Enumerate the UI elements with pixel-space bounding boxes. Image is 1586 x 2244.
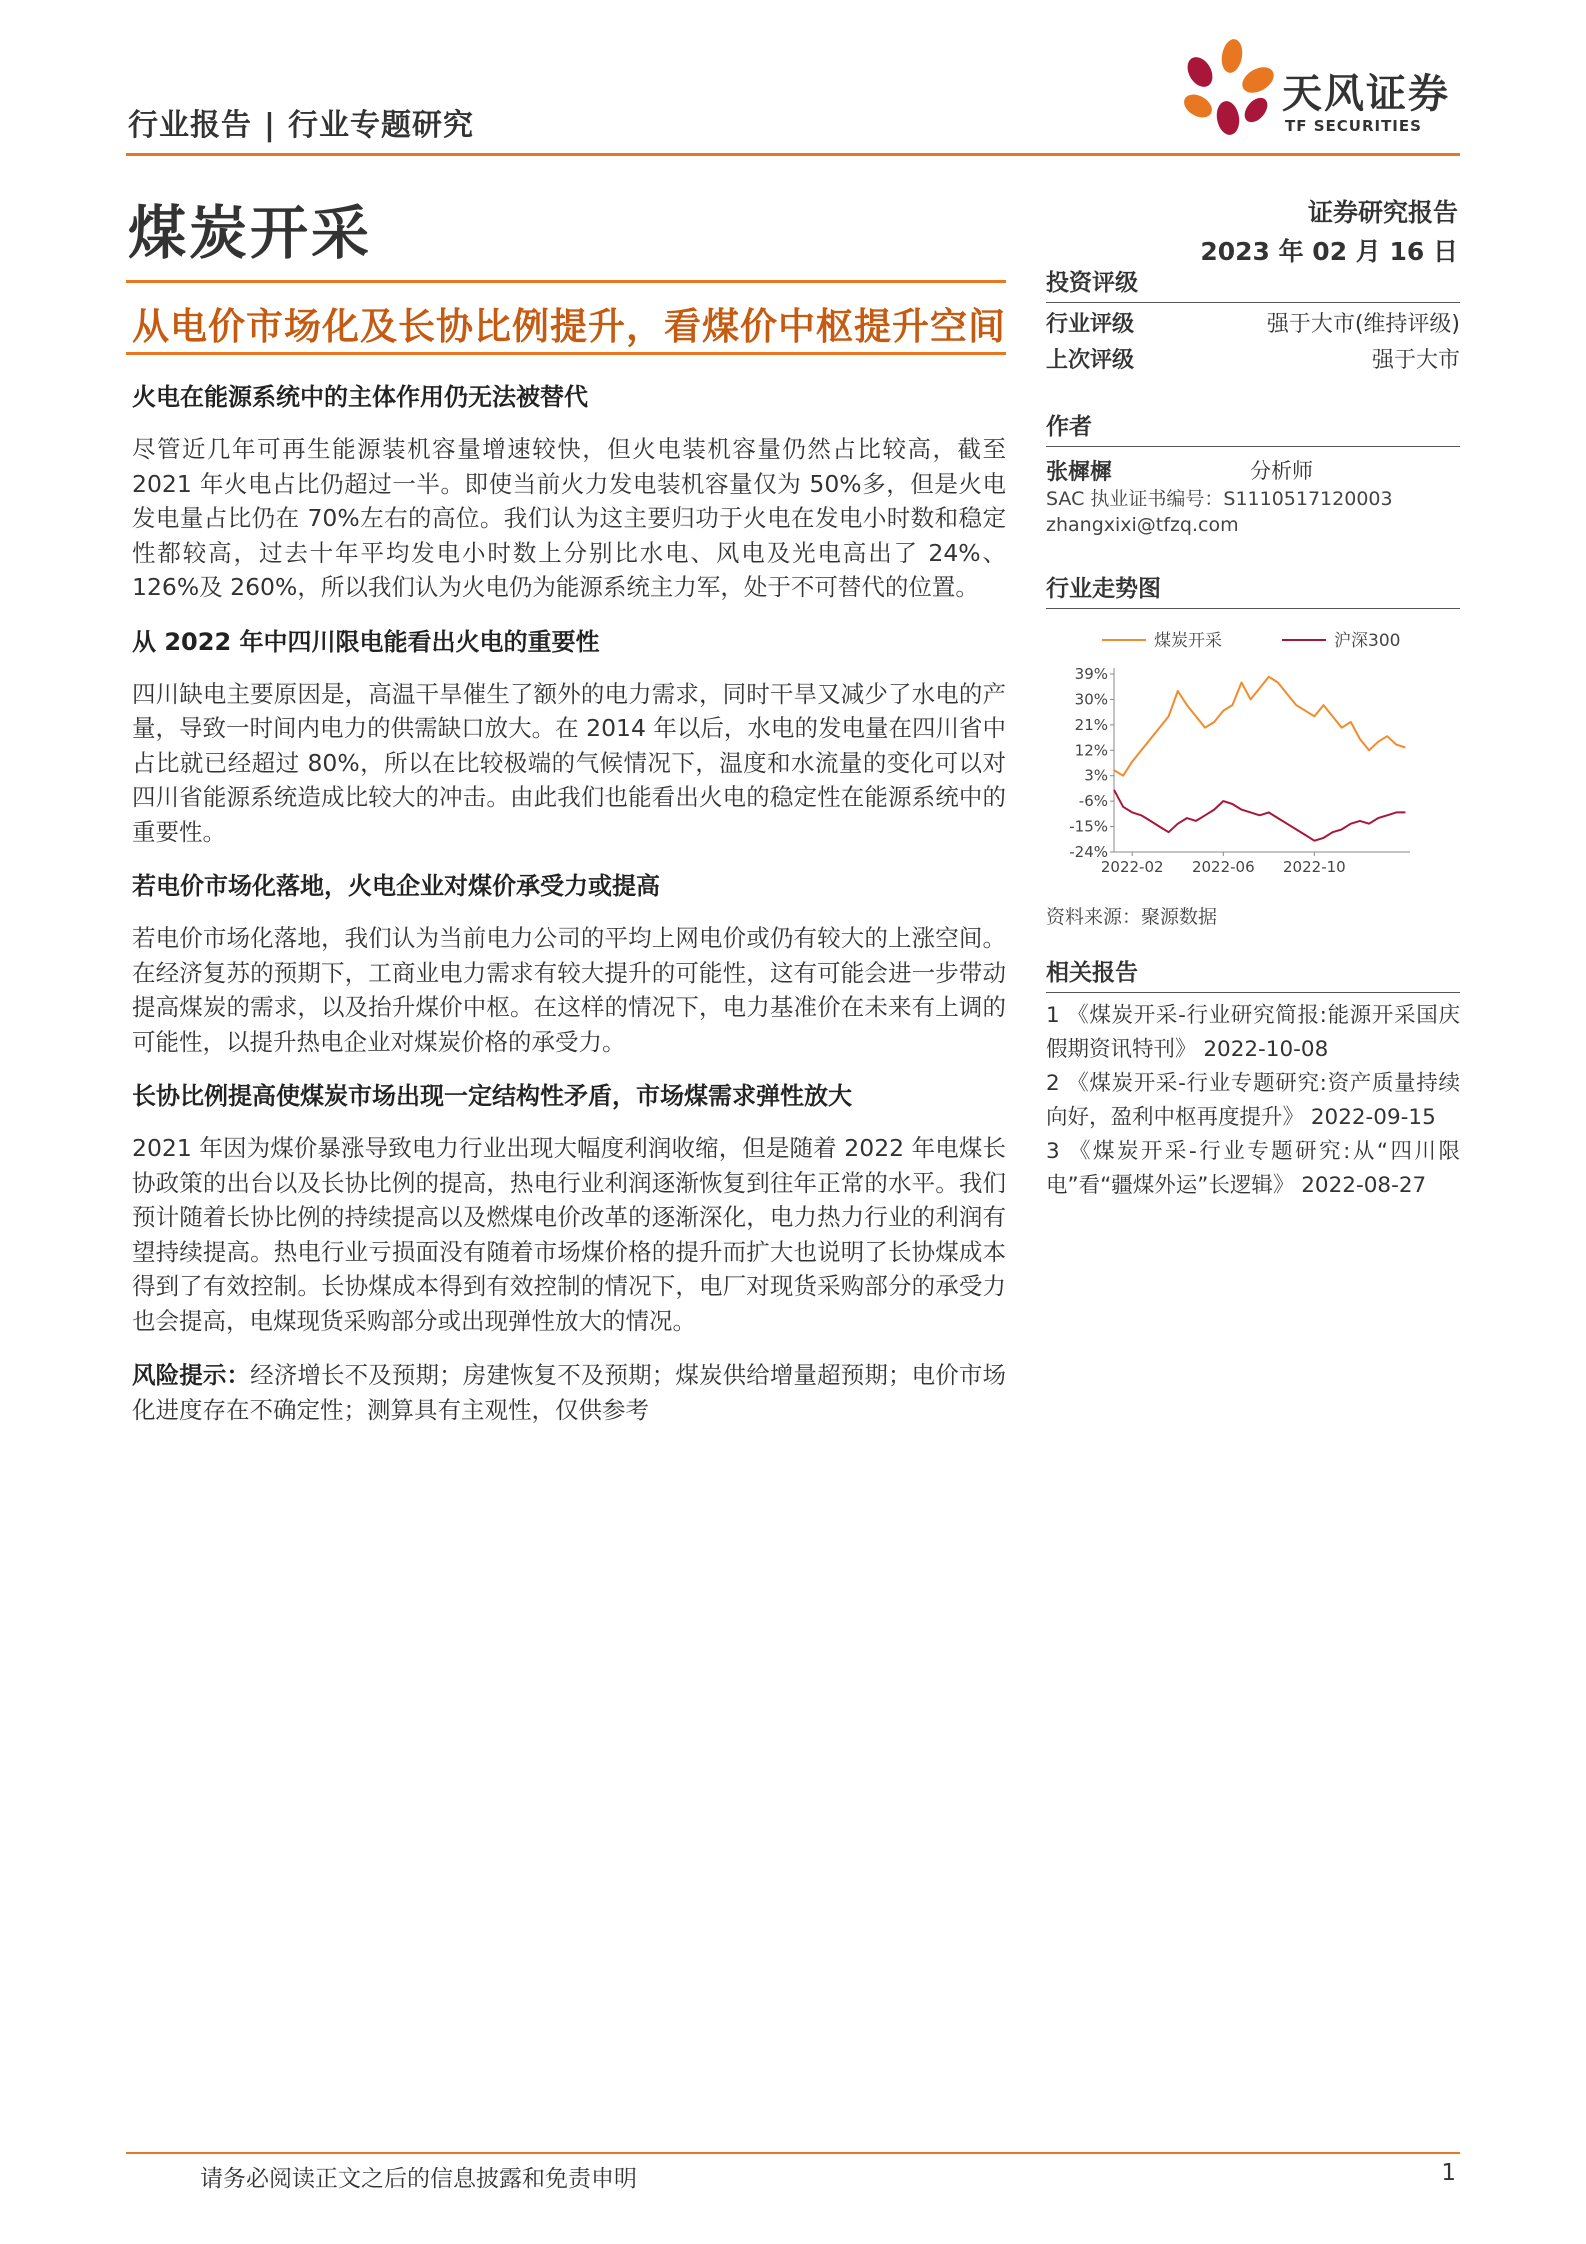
x-tick-label: 2022-10 bbox=[1283, 858, 1346, 876]
x-tick-label: 2022-02 bbox=[1100, 858, 1164, 876]
rating-heading: 投资评级 bbox=[1046, 268, 1460, 303]
header-divider bbox=[126, 153, 1460, 156]
rating-row bbox=[1046, 343, 1460, 379]
title-rule-bottom bbox=[126, 352, 1006, 355]
footer-divider bbox=[126, 2152, 1460, 2154]
author-line bbox=[1046, 455, 1460, 486]
y-tick-label: 12% bbox=[1074, 741, 1108, 760]
author-sac: SAC 执业证书编号：S1110517120003 bbox=[1046, 488, 1393, 510]
y-tick-label: 21% bbox=[1074, 715, 1108, 734]
section-body: 若电价市场化落地，我们认为当前电力公司的平均上网电价或仍有较大的上涨空间。在经济复苏的预期下，工商业电力需求有较大提升的可能性，这有可能会进一步带动提高煤炭的需求，以及抬升煤价中枢。在这样的情况下，电力基准价在未来有上调的可能性，以提升热电企业对煤炭价格的承受力。 bbox=[132, 924, 1006, 1056]
related-report-item[interactable]: 1 《煤炭开采-行业研究简报:能源开采国庆假期资讯特刊》 2022-10-08 bbox=[1046, 1003, 1460, 1062]
report-title: 从电价市场化及长协比例提升，看煤价中枢提升空间 bbox=[132, 305, 1006, 348]
y-tick-label: 39% bbox=[1074, 665, 1108, 683]
author-heading: 作者 bbox=[1046, 412, 1460, 447]
page-number: 1 bbox=[1441, 2160, 1456, 2186]
y-tick-label: -24% bbox=[1069, 843, 1108, 861]
legend-label: 煤炭开采 bbox=[1154, 631, 1222, 651]
report-type: 证券研究报告 bbox=[1307, 198, 1458, 227]
section-body: 2021 年因为煤价暴涨导致电力行业出现大幅度利润收缩，但是随着 2022 年电煤长协政策的出台以及长协比例的提高，热电行业利润逐渐恢复到往年正常的水平。我们预计随着长协比例的持续提高以及燃煤电价改革的逐渐深化，电力热力行业的利润有望持续提高。热电行业亏损面没有随着市场煤价格的提升而扩大也说明了长协煤成本得到了有效控制。长协煤成本得到有效控制的情况下，电厂对现货采购部分的承受力也会提高，电煤现货采购部分或出现弹性放大的情况。 bbox=[132, 1134, 1006, 1335]
industry-trend-chart bbox=[1046, 618, 1460, 888]
chart-source: 资料来源：聚源数据 bbox=[1046, 906, 1218, 928]
section-heading: 从 2022 年中四川限电能看出火电的重要性 bbox=[132, 627, 600, 656]
chart-axes bbox=[1069, 665, 1410, 876]
series-line bbox=[1114, 677, 1405, 776]
chart-lines bbox=[1114, 677, 1405, 841]
report-category bbox=[128, 100, 474, 144]
sector-title: 煤炭开采 bbox=[128, 199, 373, 267]
rating-panel bbox=[1046, 268, 1460, 379]
subcategory-label: 行业专题研究 bbox=[287, 108, 474, 143]
x-tick-label: 2022-06 bbox=[1191, 858, 1255, 876]
related-report-item[interactable]: 3 《煤炭开采-行业专题研究:从“四川限电”看“疆煤外运”长逻辑》 2022-08-27 bbox=[1046, 1139, 1460, 1198]
title-rule-top bbox=[126, 280, 1006, 283]
section-4 bbox=[132, 1079, 1006, 1338]
rating-key: 行业评级 bbox=[1046, 312, 1135, 337]
trend-heading: 行业走势图 bbox=[1046, 574, 1460, 609]
section-2 bbox=[132, 625, 1006, 850]
rating-row bbox=[1046, 307, 1460, 343]
section-1 bbox=[132, 380, 1006, 605]
series-line bbox=[1114, 790, 1405, 841]
main-content bbox=[132, 380, 1006, 1447]
category-label: 行业报告 bbox=[128, 108, 252, 143]
risk-text: 经济增长不及预期；房建恢复不及预期；煤炭供给增量超预期；电价市场化进度存在不确定性；测算具有主观性，仅供参考 bbox=[132, 1361, 1006, 1424]
y-tick-label: -6% bbox=[1078, 792, 1108, 811]
rating-value: 强于大市(维持评级) bbox=[1266, 312, 1460, 337]
author-panel bbox=[1046, 412, 1460, 538]
risk-warning bbox=[132, 1358, 1006, 1427]
footer-disclaimer: 请务必阅读正文之后的信息披露和免责申明 bbox=[200, 2166, 637, 2192]
related-report-item[interactable]: 2 《煤炭开采-行业专题研究:资产质量持续向好，盈利中枢再度提升》 2022-09-15 bbox=[1046, 1071, 1460, 1130]
logo-text-en: TF SECURITIES bbox=[1285, 117, 1422, 135]
section-3 bbox=[132, 869, 1006, 1059]
report-date: 2023 年 02 月 16 日 bbox=[1200, 237, 1458, 266]
author-role: 分析师 bbox=[1250, 459, 1313, 483]
legend-label: 沪深300 bbox=[1334, 631, 1401, 651]
rating-value: 强于大市 bbox=[1371, 348, 1460, 373]
chart-legend bbox=[1102, 631, 1400, 651]
section-heading: 长协比例提高使煤炭市场出现一定结构性矛盾，市场煤需求弹性放大 bbox=[132, 1082, 852, 1110]
related-heading: 相关报告 bbox=[1046, 958, 1460, 993]
trend-panel bbox=[1046, 574, 1460, 609]
section-heading: 火电在能源系统中的主体作用仍无法被替代 bbox=[132, 383, 588, 411]
y-tick-label: 30% bbox=[1074, 690, 1108, 709]
related-panel bbox=[1046, 958, 1460, 1203]
y-tick-label: 3% bbox=[1084, 766, 1108, 785]
risk-label: 风险提示： bbox=[132, 1361, 251, 1389]
section-heading: 若电价市场化落地，火电企业对煤价承受力或提高 bbox=[132, 872, 660, 900]
y-tick-label: -15% bbox=[1069, 817, 1108, 836]
author-email: zhangxixi@tfzq.com bbox=[1046, 514, 1239, 536]
section-body: 尽管近几年可再生能源装机容量增速较快，但火电装机容量仍然占比较高，截至 2021 年火电占比仍超过一半。即使当前火力发电装机容量仅为 50%多，但是火电发电量占比仍在 70%左右的高位。我们认为这主要归功于火电在发电小时数和稳定性都较高，过去十年平均发电小时数上分别比水电、风电及光电高出了 24%、126%及 260%，所以我们认为火电仍为能源系统主力军，处于不可替代的位置。 bbox=[132, 435, 1006, 601]
category-separator: | bbox=[264, 108, 276, 143]
section-body: 四川缺电主要原因是，高温干旱催生了额外的电力需求，同时干旱又减少了水电的产量，导致一时间内电力的供需缺口放大。在 2014 年以后，水电的发电量在四川省中占比就已经超过 80%，所以在比较极端的气候情况下，温度和水流量的变化可以对四川省能源系统造成比较大的冲击。由此我们也能看出火电的稳定性在能源系统中的重要性。 bbox=[132, 679, 1006, 846]
rating-key: 上次评级 bbox=[1046, 348, 1135, 373]
author-name: 张樨樨 bbox=[1046, 460, 1113, 485]
logo-text-cn: 天风证券 bbox=[1282, 71, 1450, 117]
